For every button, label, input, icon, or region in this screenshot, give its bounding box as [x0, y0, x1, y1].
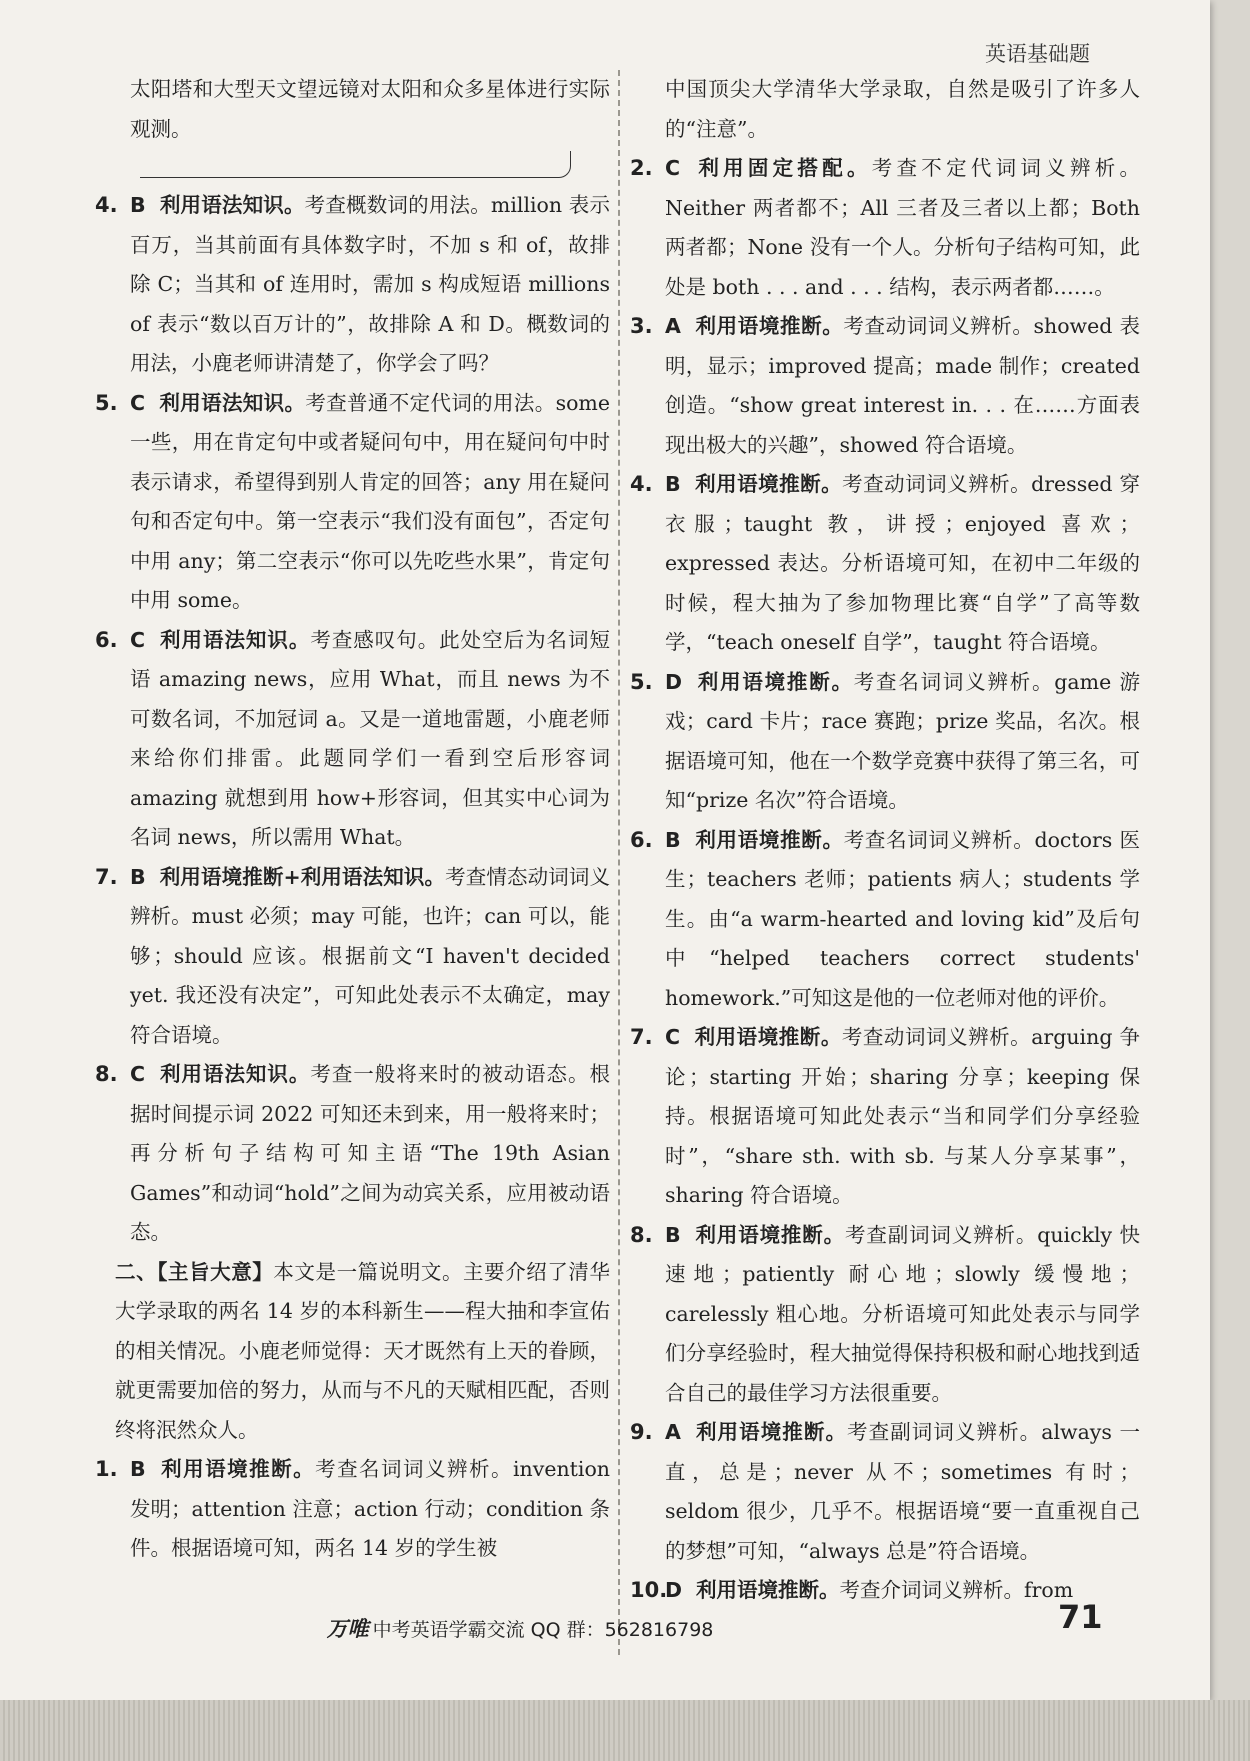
answer-item — [95, 186, 610, 384]
explanation-text: 考查一般将来时的被动语态。根据时间提示词 2022 可知还未到来，用一般将来时；再分析句子结构可知主语“The 19th Asian Games”和动词“hold”之间为动宾关系，应用被动语态。 — [130, 1062, 611, 1244]
question-number: 1. — [95, 1457, 118, 1481]
answer-letter: C — [130, 1062, 146, 1086]
answer-item — [630, 307, 1140, 465]
strategy-label: 利用语境推断+利用语法知识。 — [159, 864, 446, 889]
strategy-label: 利用语法知识。 — [159, 627, 311, 652]
explanation-text: 考查普通不定代词的用法。some 一些，用在肯定句中或者疑问句中，用在疑问句中时表示请求，希望得到别人肯定的回答；any 用在疑问句和否定句中。第一空表示“我们没有面包”，否定句中用 any；第二空表示“你可以先吃些水果”，肯定句中用 some。 — [130, 390, 611, 612]
explanation-text: 考查副词词义辨析。quickly 快速地；patiently 耐心地；slowly 缓慢地；carelessly 粗心地。分析语境可知此处表示与同学们分享经验时，程大抽觉得保持积极和耐心地找到适合自己的最佳学习方法很重要。 — [665, 1222, 1140, 1405]
question-number: 8. — [630, 1222, 653, 1247]
answer-letter: B — [130, 193, 146, 217]
explanation-text: 考查动词词义辨析。dressed 穿衣服；taught 教，讲授；enjoyed 喜欢；expressed 表达。分析语境可知，在初中二年级的时候，程大抽为了参加物理比赛“自学”了高等数学，“teach oneself 自学”，taught 符合语境。 — [665, 472, 1140, 654]
left-items-2 — [95, 1450, 610, 1569]
explanation-text: 考查动词词义辨析。showed 表明，显示；improved 提高；made 制作；created 创造。“show great interest in. . . 在……方面表现出极大的兴趣”，showed 符合语境。 — [665, 314, 1140, 457]
answer-item — [630, 1216, 1140, 1414]
strategy-label: 利用语境推断。 — [694, 314, 844, 338]
question-number: 6. — [95, 627, 118, 652]
strategy-label: 利用语境推断。 — [694, 1025, 842, 1049]
explanation-text: 考查副词词义辨析。always 一直，总是；never 从不；sometimes 有时；seldom 很少，几乎不。根据语境“要一直重视自己的梦想”可知，“always 总是”符合语境。 — [665, 1420, 1141, 1563]
strategy-label: 利用语境推断。 — [694, 1222, 845, 1247]
left-column — [95, 70, 610, 1569]
strategy-label: 利用语境推断。 — [694, 827, 844, 852]
explanation-text: 考查介词词义辨析。from — [839, 1578, 1074, 1602]
answer-item — [95, 1450, 610, 1569]
answer-item — [95, 858, 610, 1056]
question-number: 7. — [630, 1025, 653, 1049]
page-edge — [0, 1700, 1250, 1761]
right-items — [630, 149, 1140, 1611]
explanation-text: 考查感叹句。此处空后为名词短语 amazing news，应用 What，而且 news 为不可数名词，不加冠词 a。又是一道地雷题，小鹿老师来给你们排雷。此题同学们一看到空后形容词 amazing 就想到用 how+形容词，但其实中心词为名词 news，所以需用 What。 — [130, 627, 611, 849]
answer-letter: B — [665, 827, 681, 852]
answer-letter: C — [665, 1025, 681, 1049]
strategy-label: 利用语境推断。 — [694, 472, 843, 496]
strategy-label: 利用语境推断。 — [694, 1420, 848, 1444]
answer-item — [630, 465, 1140, 663]
answer-item — [630, 1413, 1140, 1571]
answer-item — [95, 1055, 610, 1253]
question-number: 5. — [95, 390, 118, 415]
strategy-label: 利用固定搭配。 — [694, 156, 872, 180]
explanation-text: 考查名词词义辨析。doctors 医生；teachers 老师；patients 病人；students 学生。由“a warm-hearted and loving kid”及后句中“helped teachers correct students' homework.”可知这是他的一位老师对他的评价。 — [665, 827, 1141, 1010]
bracket-rule — [140, 151, 571, 178]
strategy-label: 利用语境推断。 — [159, 1457, 316, 1481]
question-number: 4. — [95, 193, 118, 217]
footer-text: 中考英语学霸交流 QQ 群：562816798 — [372, 1619, 714, 1641]
answer-item — [630, 1018, 1140, 1216]
strategy-label: 利用语法知识。 — [159, 1062, 311, 1086]
strategy-label: 利用语法知识。 — [159, 193, 305, 217]
brand-logo: 万唯 — [326, 1617, 369, 1641]
answer-item — [95, 621, 610, 858]
answer-letter: A — [665, 314, 681, 338]
explanation-text: 考查不定代词词义辨析。Neither 两者都不；All 三者及三者以上都；Both 两者都；None 没有一个人。分析句子结构可知，此处是 both . . . and . . . 结构，表示两者都……。 — [665, 156, 1141, 299]
question-number: 5. — [630, 669, 653, 694]
section-label: 二、【主旨大意】 — [115, 1259, 274, 1284]
answer-letter: B — [130, 1457, 146, 1481]
answer-letter: A — [665, 1420, 681, 1444]
footer — [140, 1613, 900, 1643]
section-summary — [95, 1253, 610, 1451]
question-number: 6. — [630, 827, 653, 852]
answer-letter: B — [665, 472, 681, 496]
answer-letter: C — [665, 156, 681, 180]
answer-item — [630, 663, 1140, 821]
explanation-text: 考查名词词义辨析。invention 发明；attention 注意；action 行动；condition 条件。根据语境可知，两名 14 岁的学生被 — [130, 1457, 611, 1560]
answer-item — [630, 821, 1140, 1019]
question-number: 4. — [630, 472, 653, 496]
question-number: 8. — [95, 1062, 118, 1086]
question-number: 3. — [630, 314, 653, 338]
right-column — [630, 70, 1140, 1611]
question-number: 10. — [630, 1578, 668, 1602]
strategy-label: 利用语境推断。 — [696, 669, 854, 694]
explanation-text: 考查名词词义辨析。game 游戏；card 卡片；race 赛跑；prize 奖品，名次。根据语境可知，他在一个数学竞赛中获得了第三名，可知“prize 名次”符合语境。 — [665, 669, 1141, 812]
left-continuation: 太阳塔和大型天文望远镜对太阳和众多星体进行实际观测。 — [130, 77, 610, 141]
page-number: 71 — [1058, 1598, 1103, 1636]
right-continuation: 中国顶尖大学清华大学录取，自然是吸引了许多人的“注意”。 — [665, 77, 1140, 141]
left-items — [95, 186, 610, 1253]
explanation-text: 考查动词词义辨析。arguing 争论；starting 开始；sharing 分享；keeping 保持。根据语境可知此处表示“当和同学们分享经验时”，“share sth. with sb. 与某人分享某事”，sharing 符合语境。 — [665, 1025, 1140, 1207]
section-text: 本文是一篇说明文。主要介绍了清华大学录取的两名 14 岁的本科新生——程大抽和李宣佑的相关情况。小鹿老师觉得：天才既然有上天的眷顾，就更需要加倍的努力，从而与不凡的天赋相匹配，否则终将泯然众人。 — [115, 1259, 610, 1442]
answer-letter: C — [130, 390, 146, 415]
answer-letter: B — [665, 1222, 681, 1247]
question-number: 9. — [630, 1420, 653, 1444]
answer-letter: D — [665, 669, 683, 694]
answer-letter: C — [130, 627, 146, 652]
answer-item — [630, 149, 1140, 307]
question-number: 2. — [630, 156, 653, 180]
running-head: 英语基础题 — [985, 42, 1090, 66]
strategy-label: 利用语法知识。 — [159, 390, 306, 415]
explanation-text: 考查概数词的用法。million 表示百万，当其前面有具体数字时，不加 s 和 of，故排除 C；当其和 of 连用时，需加 s 构成短语 millions of 表示“数以百万计的”，故排除 A 和 D。概数词的用法，小鹿老师讲清楚了，你学会了吗？ — [130, 193, 610, 375]
explanation-text: 考查情态动词词义辨析。must 必须；may 可能，也许；can 可以，能够；should 应该。根据前文“I haven't decided yet. 我还没有决定”，可知此处表示不太确定，may 符合语境。 — [130, 864, 610, 1047]
answer-item — [95, 384, 610, 621]
column-divider — [618, 70, 620, 1655]
question-number: 7. — [95, 864, 118, 889]
answer-letter: D — [665, 1578, 683, 1602]
strategy-label: 利用语境推断。 — [696, 1578, 840, 1602]
answer-letter: B — [130, 864, 146, 889]
